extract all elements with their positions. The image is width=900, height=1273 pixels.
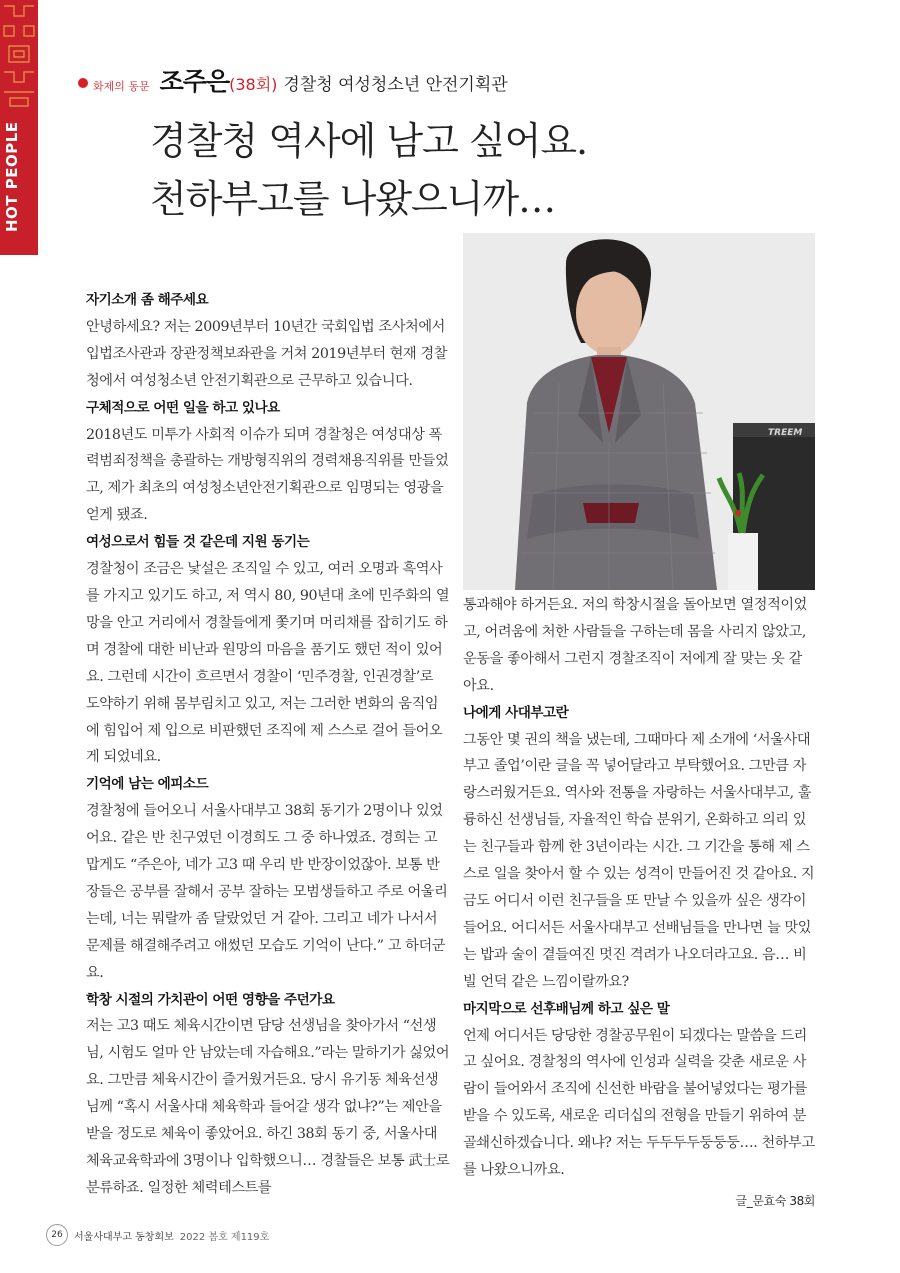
byline: 글_문효숙 38회 [735,1193,815,1208]
question-heading: 자기소개 좀 해주세요 [86,292,209,308]
section-label: HOT PEOPLE [3,121,21,232]
answer-paragraph: 경찰청에 들어오니 서울사대부고 38회 동기가 2명이나 있었어요. 같은 반 친구였던 이경희도 그 중 하나였죠. 경희는 고맙게도 “주은아, 네가 고3 때 우리 반 반장이었잖아. 보통 반장들은 공부를 잘해서 공부 잘하는 모범생들하고 주로 어울리는데, 너는 뭐랄까 좀 달랐었던 거 같아. 그리고 네가 나서서 문제를 해결해주려고 애썼던 모습도 기억이 난다.” 고 하더군요. [86,803,448,981]
right-column [463,592,815,1215]
question-heading: 기억에 남는 에피소드 [86,776,209,793]
question-heading: 나에게 사대부고란 [463,704,569,721]
left-column [86,287,450,1202]
article-kicker [78,62,508,98]
subject-role: 경찰청 여성청소년 안전기획관 [283,75,508,95]
answer-paragraph: 그동안 몇 권의 책을 냈는데, 그때마다 제 소개에 ‘서울사대부고 졸업’이란 글을 꼭 넣어달라고 부탁했어요. 그만큼 자랑스러웠거든요. 역사와 전통을 자랑하는 서울사대부고, 훌륭하신 선생님들, 자율적인 학습 분위기, 온화하고 의리 있는 친구들과 함께 한 3년이라는 시간. 그 기간을 통해 제 스스로 일을 찾아서 할 수 있는 성격이 만들어진 것 같아요. 지금도 어디서 이런 친구들을 또 만날 수 있을까 싶은 생각이 들어요. 어디서든 서울사대부고 선배님들을 만나면 늘 맛있는 밥과 술이 곁들여진 멋진 격려가 나오더라고요. 음… 비빌 언덕 같은 느낌이랄까요? [463,731,815,990]
bullet-icon [78,78,88,88]
page-footer [46,1224,269,1246]
question-heading: 학창 시절의 가치관이 어떤 영향을 주던가요 [86,991,335,1008]
question-heading: 마지막으로 선후배님께 하고 싶은 말 [463,1000,670,1017]
answer-paragraph: 2018년도 미투가 사회적 이슈가 되며 경찰청은 여성대상 폭력범죄정책을 총괄하는 개방형직위의 경력채용직위를 만들었고, 제가 최초의 여성청소년안전기획관으로 임명되는 영광을 얻게 됐죠. [86,426,449,524]
portrait-photo [463,233,815,590]
answer-paragraph: 언제 어디서든 당당한 경찰공무원이 되겠다는 말씀을 드리고 싶어요. 경찰청의 역사에 인성과 실력을 갖춘 새로운 사람이 들어와서 조직에 신선한 바람을 불어넣었다는 평가를 받을 수 있도록, 새로운 리더십의 전형을 만들기 위하여 분골쇄신하겠습니다. 왜냐? 저는 두두두두둥둥둥…. 천하부고를 나왔으니까요. [463,1027,815,1179]
answer-paragraph: 통과해야 하거든요. 저의 학창시절을 돌아보면 열정적이었고, 어려움에 처한 사람들을 구하는데 몸을 사리지 않았고, 운동을 좋아해서 그런지 경찰조직이 저에게 잘 맞는 옷 같아요. [463,597,807,694]
issue-info: 2022 봄호 제119호 [179,1231,270,1243]
answer-paragraph: 경찰청이 조금은 낯설은 조직일 수 있고, 여러 오명과 흑역사를 가지고 있기도 하고, 저 역시 80, 90년대 초에 민주화의 열망을 안고 거리에서 경찰들에게 쫓기며 머리채를 잡히기도 하며 경찰에 대한 비난과 원망의 마음을 품기도 했던 적이 있어요. 그런데 시간이 흐르면서 경찰이 ‘민주경찰, 인권경찰’로 도약하기 위해 몸부림치고 있고, 저는 그러한 변화의 움직임에 힘입어 제 입으로 비판했던 조직에 제 스스로 걸어 들어오게 되었네요. [86,561,450,766]
answer-paragraph: 저는 고3 때도 체육시간이면 담당 선생님을 찾아가서 “선생님, 시험도 얼마 안 남았는데 자습해요.”라는 말하기가 싫었어요. 그만큼 체육시간이 즐거웠거든요. 당시 유기동 체육선생님께 “혹시 서울사대 체육학과 들어갈 생각 없냐?”는 제안을 받을 정도로 체육이 좋았어요. 하긴 38회 동기 중, 서울사대 체육교육학과에 3명이나 입학했으니… 경찰들은 보통 武士로 분류하죠. 일정한 체력테스트를 [86,1018,450,1196]
side-band [0,0,38,255]
subject-cohort: (38회) [229,75,278,94]
section-tag: 화제의 동문 [93,80,150,93]
answer-paragraph: 안녕하세요? 저는 2009년부터 10년간 국회입법 조사처에서 입법조사관과 장관정책보좌관을 거쳐 2019년부터 현재 경찰청에서 여성청소년 안전기획관으로 근무하고 있습니다. [86,318,448,389]
headline-line-2: 천하부고를 나왔으니까… [150,177,556,221]
subject-name: 조주은 [159,67,230,96]
question-heading: 구체적으로 어떤 일을 하고 있나요 [86,399,280,416]
headline-line-1: 경찰청 역사에 남고 싶어요. [150,119,588,163]
portrait-illustration [463,233,815,590]
publication-name: 서울사대부고 동창회보 [74,1231,174,1243]
question-heading: 여성으로서 힘들 것 같은데 지원 동기는 [86,534,310,551]
page-number: 26 [46,1224,68,1246]
sign-text: TREEM [768,428,803,438]
ornament-pattern [0,0,38,110]
headline [150,112,587,228]
